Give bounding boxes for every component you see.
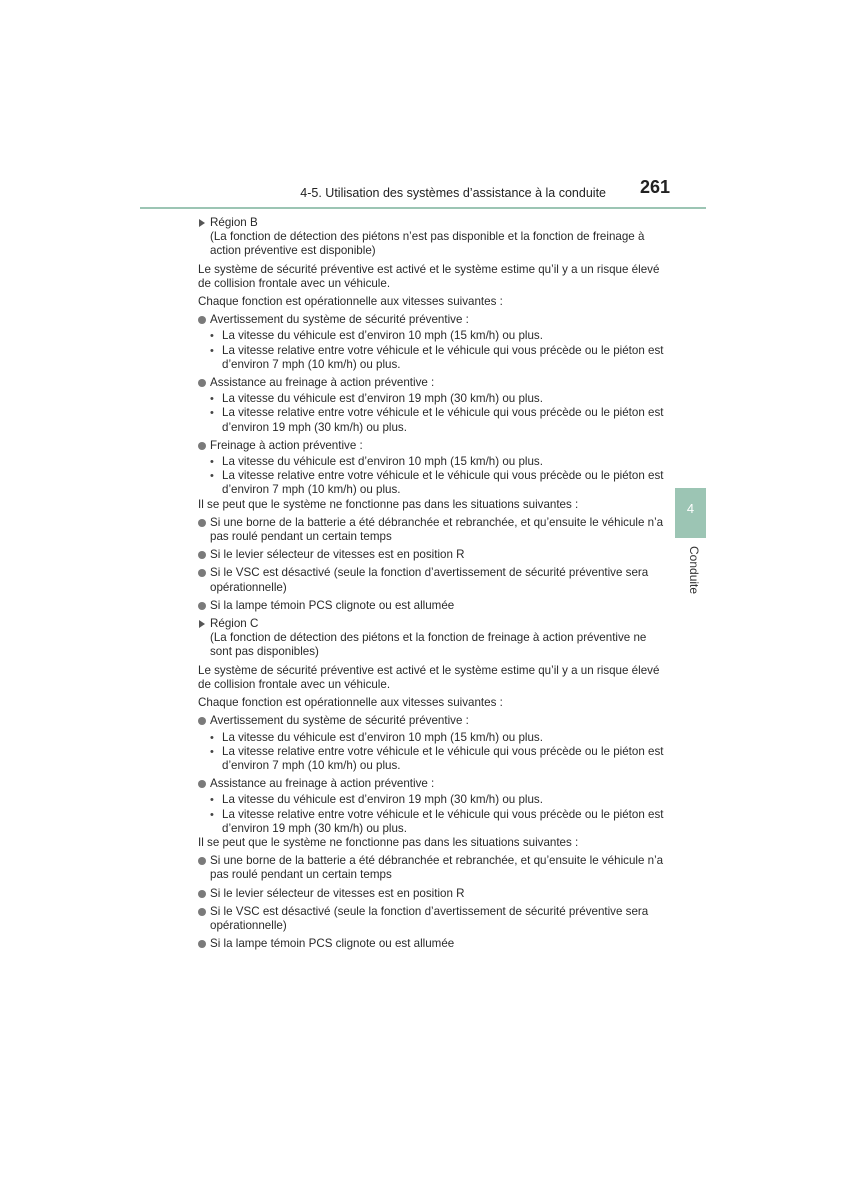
situation-item: Si la lampe témoin PCS clignote ou est allumée xyxy=(198,937,664,951)
dot-bullet-icon: • xyxy=(210,393,214,406)
function-item xyxy=(198,376,664,390)
condition-list xyxy=(198,329,664,372)
circle-bullet-icon xyxy=(198,551,206,559)
page-number: 261 xyxy=(639,177,670,197)
circle-bullet-icon xyxy=(198,569,206,577)
region-intro: Le système de sécurité préventive est activé et le système estime qu’il y a un risque élevé de collision frontale avec un véhicule. xyxy=(198,663,660,691)
situation-item: Si le VSC est désactivé (seule la fonction d’avertissement de sécurité préventive sera opérationnelle) xyxy=(198,566,664,594)
region-note: (La fonction de détection des piétons n’est pas disponible et la fonction de freinage à action préventive est disponible) xyxy=(210,230,645,258)
chapter-tab xyxy=(675,488,706,538)
condition-list xyxy=(198,731,664,774)
dot-bullet-icon: • xyxy=(210,808,214,821)
circle-bullet-icon xyxy=(198,780,206,788)
condition-item: • La vitesse relative entre votre véhicule et le véhicule qui vous précède ou le piéton est d’environ 19 mph (30 km/h) ou plus. xyxy=(210,406,664,434)
triangle-bullet-icon xyxy=(199,620,205,628)
circle-bullet-icon xyxy=(198,379,206,387)
situation-item: Si le VSC est désactivé (seule la fonction d’avertissement de sécurité préventive sera opérationnelle) xyxy=(198,905,664,933)
not-working-intro: Il se peut que le système ne fonctionne pas dans les situations suivantes : xyxy=(198,497,579,511)
chapter-label: Conduite xyxy=(687,546,701,595)
circle-bullet-icon xyxy=(198,316,206,324)
region-note: (La fonction de détection des piétons et la fonction de freinage à action préventive ne sont pas disponibles) xyxy=(210,631,647,659)
situation-item: Si une borne de la batterie a été débranchée et rebranchée, et qu’ensuite le véhicule n’a pas roulé pendant un certain temps xyxy=(198,516,664,544)
page-content xyxy=(198,216,664,955)
circle-bullet-icon xyxy=(198,717,206,725)
function-name: Avertissement du système de sécurité préventive : xyxy=(210,313,469,327)
dot-bullet-icon: • xyxy=(210,456,214,469)
circle-bullet-icon xyxy=(198,940,206,948)
chapter-number: 4 xyxy=(686,501,695,516)
function-name: Assistance au freinage à action préventive : xyxy=(210,376,435,390)
function-item xyxy=(198,313,664,327)
circle-bullet-icon xyxy=(198,857,206,865)
condition-item: • La vitesse du véhicule est d’environ 10 mph (15 km/h) ou plus. xyxy=(210,730,543,744)
situation-item: Si une borne de la batterie a été débranchée et rebranchée, et qu’ensuite le véhicule n’a pas roulé pendant un certain temps xyxy=(198,854,664,882)
dot-bullet-icon: • xyxy=(210,470,214,483)
condition-item: • La vitesse du véhicule est d’environ 10 mph (15 km/h) ou plus. xyxy=(210,329,543,343)
dot-bullet-icon: • xyxy=(210,407,214,420)
section-title: 4-5. Utilisation des systèmes d’assistance à la conduite xyxy=(300,186,606,200)
condition-item: • La vitesse du véhicule est d’environ 19 mph (30 km/h) ou plus. xyxy=(210,793,543,807)
function-item xyxy=(198,777,664,791)
region-b-heading xyxy=(198,216,664,259)
situation-item: Si la lampe témoin PCS clignote ou est allumée xyxy=(198,599,664,613)
region-title: Région B xyxy=(210,216,258,229)
condition-list xyxy=(198,793,664,836)
region-c-heading xyxy=(198,617,664,660)
circle-bullet-icon xyxy=(198,908,206,916)
dot-bullet-icon: • xyxy=(210,745,214,758)
triangle-bullet-icon xyxy=(199,219,205,227)
function-name: Assistance au freinage à action préventive : xyxy=(210,777,435,791)
function-name: Avertissement du système de sécurité préventive : xyxy=(210,714,469,728)
circle-bullet-icon xyxy=(198,602,206,610)
situation-item: Si le levier sélecteur de vitesses est en position R xyxy=(198,887,664,901)
condition-list xyxy=(198,455,664,498)
condition-item: • La vitesse du véhicule est d’environ 10 mph (15 km/h) ou plus. xyxy=(210,455,543,469)
function-item xyxy=(198,439,664,453)
condition-item: • La vitesse relative entre votre véhicule et le véhicule qui vous précède ou le piéton est d’environ 7 mph (10 km/h) ou plus. xyxy=(210,469,664,497)
circle-bullet-icon xyxy=(198,519,206,527)
circle-bullet-icon xyxy=(198,442,206,450)
dot-bullet-icon: • xyxy=(210,330,214,343)
circle-bullet-icon xyxy=(198,890,206,898)
dot-bullet-icon: • xyxy=(210,794,214,807)
page-header xyxy=(140,178,706,208)
condition-list xyxy=(198,392,664,435)
dot-bullet-icon: • xyxy=(210,344,214,357)
region-title: Région C xyxy=(210,617,259,631)
not-working-intro: Il se peut que le système ne fonctionne pas dans les situations suivantes : xyxy=(198,835,579,849)
header-divider xyxy=(140,207,706,209)
region-intro: Le système de sécurité préventive est activé et le système estime qu’il y a un risque élevé de collision frontale avec un véhicule. xyxy=(198,262,660,290)
function-name: Freinage à action préventive : xyxy=(210,438,363,452)
speeds-intro: Chaque fonction est opérationnelle aux vitesses suivantes : xyxy=(198,295,503,309)
function-item xyxy=(198,714,664,728)
condition-item: • La vitesse du véhicule est d’environ 19 mph (30 km/h) ou plus. xyxy=(210,392,543,406)
dot-bullet-icon: • xyxy=(210,731,214,744)
situation-item: Si le levier sélecteur de vitesses est en position R xyxy=(198,548,664,562)
speeds-intro: Chaque fonction est opérationnelle aux vitesses suivantes : xyxy=(198,696,503,710)
condition-item: • La vitesse relative entre votre véhicule et le véhicule qui vous précède ou le piéton est d’environ 19 mph (30 km/h) ou plus. xyxy=(210,807,664,835)
condition-item: • La vitesse relative entre votre véhicule et le véhicule qui vous précède ou le piéton est d’environ 7 mph (10 km/h) ou plus. xyxy=(210,744,664,772)
condition-item: • La vitesse relative entre votre véhicule et le véhicule qui vous précède ou le piéton est d’environ 7 mph (10 km/h) ou plus. xyxy=(210,343,664,371)
